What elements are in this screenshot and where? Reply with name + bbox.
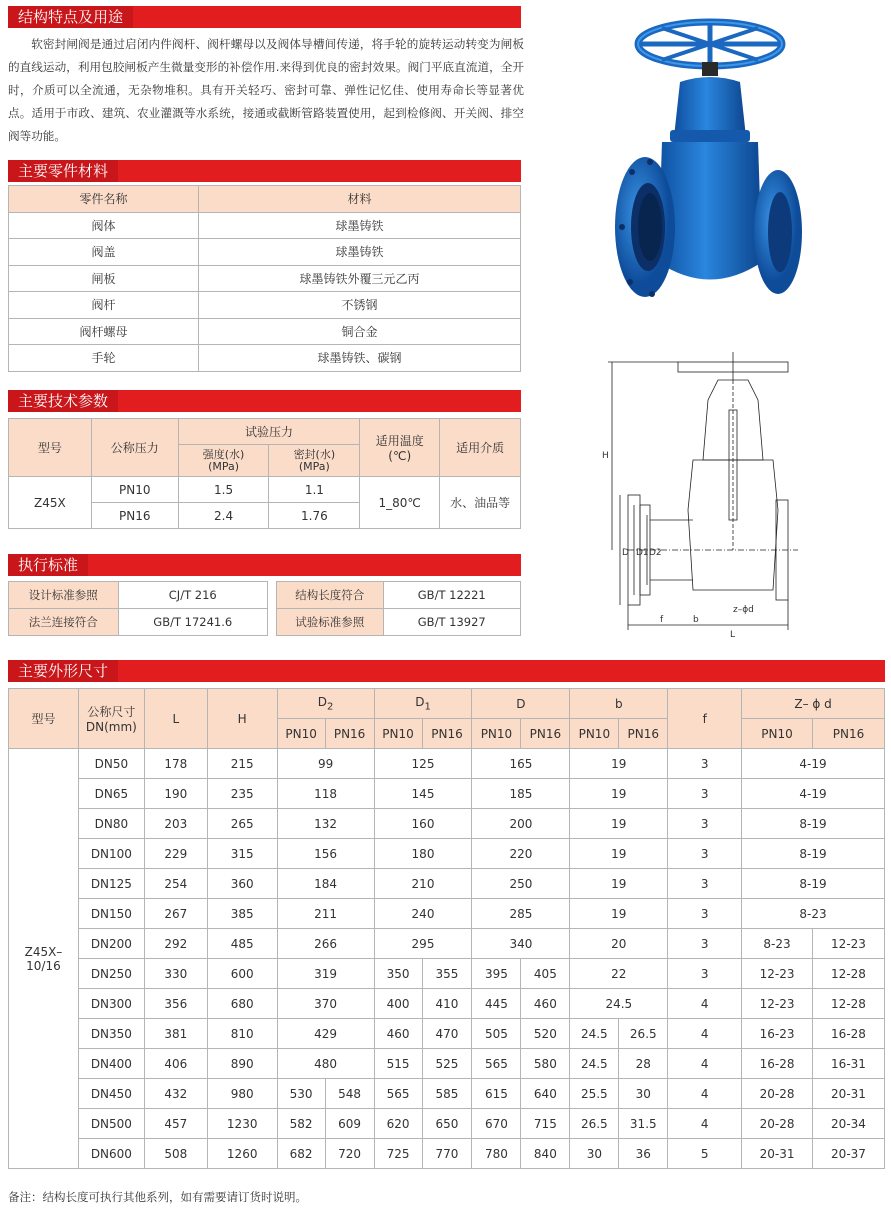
tech-h-test: 试验压力 <box>178 419 360 445</box>
dims-f: 4 <box>668 1109 742 1139</box>
dims-D: 840 <box>521 1139 570 1169</box>
tech-h-seal-unit: (MPa) <box>298 459 330 473</box>
dims-dn: DN50 <box>78 749 144 779</box>
dims-H: 265 <box>207 809 277 839</box>
dims-b: 19 <box>570 869 668 899</box>
dims-D1: 180 <box>374 839 472 869</box>
dims-D: 200 <box>472 809 570 839</box>
dims-D: 185 <box>472 779 570 809</box>
part-material: 不锈钢 <box>199 292 521 319</box>
dims-b: 30 <box>570 1139 619 1169</box>
dims-dn: DN80 <box>78 809 144 839</box>
dims-f: 3 <box>668 839 742 869</box>
dims-f: 4 <box>668 1079 742 1109</box>
section-title-parts: 主要零件材料 <box>8 160 118 182</box>
part-name: 手轮 <box>9 345 199 372</box>
dims-D: 670 <box>472 1109 521 1139</box>
tech-h-strength-label: 强度(水) <box>202 447 245 461</box>
dims-D2: 132 <box>277 809 374 839</box>
dims-dn: DN200 <box>78 929 144 959</box>
dims-D2: 720 <box>325 1139 374 1169</box>
dims-D1: 240 <box>374 899 472 929</box>
tech-model: Z45X <box>9 477 92 529</box>
dims-H: 980 <box>207 1079 277 1109</box>
drawing-label-D: D <box>622 548 629 558</box>
dims-row <box>9 1049 885 1079</box>
dims-L: 457 <box>144 1109 207 1139</box>
dims-L: 267 <box>144 899 207 929</box>
dims-dn: DN500 <box>78 1109 144 1139</box>
dims-D1: 125 <box>374 749 472 779</box>
tech-h-model: 型号 <box>9 419 92 477</box>
dims-L: 190 <box>144 779 207 809</box>
dims-D: 340 <box>472 929 570 959</box>
part-name: 阀杆螺母 <box>9 318 199 345</box>
dims-dn: DN65 <box>78 779 144 809</box>
dims-b: 19 <box>570 779 668 809</box>
std-value: GB/T 12221 <box>383 582 521 609</box>
dims-H: 385 <box>207 899 277 929</box>
dims-b: 30 <box>619 1079 668 1109</box>
dims-D1: 770 <box>422 1139 472 1169</box>
dims-D: 445 <box>472 989 521 1019</box>
footnote: 备注：结构长度可执行其他系列，如有需要请订货时说明。 <box>8 1190 307 1204</box>
tech-h-strength <box>178 445 269 477</box>
tech-h-seal <box>269 445 360 477</box>
dims-D1: 525 <box>422 1049 472 1079</box>
part-material: 铜合金 <box>199 318 521 345</box>
dims-h-D: D <box>472 689 570 719</box>
dims-D: 640 <box>521 1079 570 1109</box>
section-title-tech: 主要技术参数 <box>8 390 118 412</box>
dims-h-pn16: PN16 <box>325 719 374 749</box>
dims-h-b: b <box>570 689 668 719</box>
dims-h-pn10: PN10 <box>570 719 619 749</box>
dims-h-dn <box>78 689 144 749</box>
dims-dn: DN350 <box>78 1019 144 1049</box>
dims-D1: 565 <box>374 1079 422 1109</box>
std-value: CJ/T 216 <box>118 582 268 609</box>
dims-f: 4 <box>668 989 742 1019</box>
parts-row <box>9 239 521 266</box>
dims-H: 600 <box>207 959 277 989</box>
dims-b: 25.5 <box>570 1079 619 1109</box>
dims-f: 3 <box>668 959 742 989</box>
tech-table <box>8 418 521 529</box>
parts-row <box>9 318 521 345</box>
tech-strength: 1.5 <box>178 477 269 503</box>
dims-L: 356 <box>144 989 207 1019</box>
standards-table-right <box>276 581 521 636</box>
std-label: 试验标准参照 <box>277 609 384 636</box>
dims-D2: 118 <box>277 779 374 809</box>
dims-D: 250 <box>472 869 570 899</box>
dims-z: 12-28 <box>812 989 884 1019</box>
dims-z: 16-28 <box>812 1019 884 1049</box>
dims-row <box>9 779 885 809</box>
dims-f: 5 <box>668 1139 742 1169</box>
dims-z: 4-19 <box>742 779 885 809</box>
drawing-label-L: L <box>730 630 736 640</box>
dims-H: 360 <box>207 869 277 899</box>
tech-pn: PN16 <box>91 503 178 529</box>
part-material: 球墨铸铁 <box>199 239 521 266</box>
dims-row <box>9 1019 885 1049</box>
intro-text <box>8 33 524 148</box>
dims-D1: 585 <box>422 1079 472 1109</box>
dims-h-D1-sub: 1 <box>424 701 431 713</box>
drawing-label-D2: D2 <box>649 548 662 558</box>
dims-L: 381 <box>144 1019 207 1049</box>
dims-h-L: L <box>144 689 207 749</box>
part-material: 球墨铸铁外覆三元乙丙 <box>199 265 521 292</box>
dims-h-pn10: PN10 <box>472 719 521 749</box>
dims-b: 24.5 <box>570 1049 619 1079</box>
tech-pn: PN10 <box>91 477 178 503</box>
section-title-standards: 执行标准 <box>8 554 88 576</box>
dims-z: 8-23 <box>742 929 813 959</box>
dims-D: 580 <box>521 1049 570 1079</box>
dims-b: 28 <box>619 1049 668 1079</box>
gate-valve-photo <box>610 12 810 312</box>
dims-L: 508 <box>144 1139 207 1169</box>
section-bar-tech <box>8 390 521 412</box>
dims-D2: 582 <box>277 1109 325 1139</box>
dims-h-pn10: PN10 <box>742 719 813 749</box>
dims-H: 810 <box>207 1019 277 1049</box>
dims-D: 165 <box>472 749 570 779</box>
dims-z: 20-28 <box>742 1079 813 1109</box>
dims-b: 22 <box>570 959 668 989</box>
dimensions-table <box>8 688 885 1169</box>
dims-f: 3 <box>668 809 742 839</box>
dims-D1: 355 <box>422 959 472 989</box>
dims-D: 220 <box>472 839 570 869</box>
dims-b: 24.5 <box>570 989 668 1019</box>
dims-L: 178 <box>144 749 207 779</box>
tech-h-medium: 适用介质 <box>440 419 521 477</box>
dims-D2: 480 <box>277 1049 374 1079</box>
dims-h-H: H <box>207 689 277 749</box>
dims-z: 20-28 <box>742 1109 813 1139</box>
dims-H: 890 <box>207 1049 277 1079</box>
dims-f: 3 <box>668 749 742 779</box>
dims-D1: 410 <box>422 989 472 1019</box>
dims-f: 4 <box>668 1049 742 1079</box>
dims-b: 19 <box>570 839 668 869</box>
dims-D1: 650 <box>422 1109 472 1139</box>
dims-L: 203 <box>144 809 207 839</box>
standards-table-left <box>8 581 268 636</box>
dims-z: 12-28 <box>812 959 884 989</box>
dims-z: 16-28 <box>742 1049 813 1079</box>
section-bar-dims <box>8 660 885 682</box>
dims-b: 20 <box>570 929 668 959</box>
drawing-label-H: H <box>602 451 609 461</box>
dims-D2: 99 <box>277 749 374 779</box>
section-title-dims: 主要外形尺寸 <box>8 660 118 682</box>
drawing-label-zd: z–ϕd <box>733 605 754 615</box>
dims-dn: DN100 <box>78 839 144 869</box>
part-material: 球墨铸铁、碳钢 <box>199 345 521 372</box>
parts-row <box>9 265 521 292</box>
dims-D2: 609 <box>325 1109 374 1139</box>
dims-z: 8-19 <box>742 839 885 869</box>
dims-dn: DN250 <box>78 959 144 989</box>
dims-b: 19 <box>570 749 668 779</box>
dims-D2: 370 <box>277 989 374 1019</box>
dims-D1: 350 <box>374 959 422 989</box>
dims-L: 229 <box>144 839 207 869</box>
section-bar-standards <box>8 554 521 576</box>
dims-D1: 295 <box>374 929 472 959</box>
dims-row <box>9 869 885 899</box>
dims-D1: 210 <box>374 869 472 899</box>
dims-z: 20-31 <box>812 1079 884 1109</box>
dims-D: 565 <box>472 1049 521 1079</box>
dims-f: 3 <box>668 869 742 899</box>
dims-row <box>9 809 885 839</box>
dims-D1: 460 <box>374 1019 422 1049</box>
valve-dimension-drawing <box>598 350 803 640</box>
dims-D1: 145 <box>374 779 472 809</box>
parts-row <box>9 292 521 319</box>
dims-D2: 429 <box>277 1019 374 1049</box>
dims-h-D1-letter: D <box>415 694 425 709</box>
dims-D2: 319 <box>277 959 374 989</box>
dims-h-pn10: PN10 <box>277 719 325 749</box>
tech-seal: 1.76 <box>269 503 360 529</box>
tech-h-seal-label: 密封(水) <box>293 447 336 461</box>
dims-dn: DN150 <box>78 899 144 929</box>
dims-h-model: 型号 <box>9 689 79 749</box>
tech-h-temp-label: 适用温度 <box>375 434 424 448</box>
dims-H: 235 <box>207 779 277 809</box>
dims-row <box>9 839 885 869</box>
dims-D1: 160 <box>374 809 472 839</box>
section-bar-parts <box>8 160 521 182</box>
dims-dn: DN300 <box>78 989 144 1019</box>
dims-z: 12-23 <box>742 959 813 989</box>
dims-f: 3 <box>668 779 742 809</box>
dims-h-D2 <box>277 689 374 719</box>
dims-D: 460 <box>521 989 570 1019</box>
parts-header-row <box>9 186 521 213</box>
dims-D2: 211 <box>277 899 374 929</box>
dims-D1: 620 <box>374 1109 422 1139</box>
dims-D: 520 <box>521 1019 570 1049</box>
dims-row <box>9 1109 885 1139</box>
tech-h-temp-unit: (℃) <box>388 449 412 463</box>
dims-D2: 530 <box>277 1079 325 1109</box>
parts-table <box>8 185 521 372</box>
dims-h-pn16: PN16 <box>619 719 668 749</box>
section-bar-features <box>8 6 521 28</box>
intro-paragraph: 软密封闸阀是通过启闭内件阀杆、阀杆螺母以及阀体导槽间传递，将手轮的旋转运动转变为闸板的直线运动，利用包胶闸板产生微量变形的补偿作用.来得到优良的密封效果。阀门平底直流道，全开时，介质可以全流通，无杂物堆积。具有开关轻巧、密封可靠、弹性记忆佳、使用寿命长等显著优点。适用于市政、建筑、农业灌溉等水系统，接通或截断管路装置使用，起到检修阀、开关阀、排空阀等功能。 <box>8 37 524 143</box>
dims-h-D2-letter: D <box>317 694 328 709</box>
dims-h-z: Z– ϕ d <box>742 689 885 719</box>
drawing-label-f: f <box>660 615 664 625</box>
tech-seal: 1.1 <box>269 477 360 503</box>
dims-D1: 515 <box>374 1049 422 1079</box>
std-label: 法兰连接符合 <box>9 609 119 636</box>
dims-z: 16-23 <box>742 1019 813 1049</box>
dims-b: 24.5 <box>570 1019 619 1049</box>
dims-D2: 266 <box>277 929 374 959</box>
dims-L: 330 <box>144 959 207 989</box>
dims-f: 4 <box>668 1019 742 1049</box>
part-material: 球墨铸铁 <box>199 212 521 239</box>
dims-D: 615 <box>472 1079 521 1109</box>
dims-dn: DN125 <box>78 869 144 899</box>
dims-b: 19 <box>570 809 668 839</box>
dims-H: 315 <box>207 839 277 869</box>
dims-row <box>9 899 885 929</box>
dims-D1: 725 <box>374 1139 422 1169</box>
dims-D: 405 <box>521 959 570 989</box>
dims-z: 16-31 <box>812 1049 884 1079</box>
dims-H: 680 <box>207 989 277 1019</box>
dims-D2: 548 <box>325 1079 374 1109</box>
tech-h-strength-unit: (MPa) <box>208 459 240 473</box>
dims-row <box>9 1079 885 1109</box>
dims-h-pn16: PN16 <box>422 719 472 749</box>
parts-row <box>9 345 521 372</box>
dims-dn: DN600 <box>78 1139 144 1169</box>
dims-h-dn-line1: 公称尺寸 <box>87 705 136 719</box>
dims-L: 254 <box>144 869 207 899</box>
dims-h-f: f <box>668 689 742 749</box>
part-name: 闸板 <box>9 265 199 292</box>
tech-medium: 水、油品等 <box>440 477 521 529</box>
tech-strength: 2.4 <box>178 503 269 529</box>
dims-D: 715 <box>521 1109 570 1139</box>
part-name: 阀体 <box>9 212 199 239</box>
dims-h-D1 <box>374 689 472 719</box>
std-value: GB/T 13927 <box>383 609 521 636</box>
parts-h-material: 材料 <box>199 186 521 213</box>
dims-b: 26.5 <box>619 1019 668 1049</box>
dims-L: 406 <box>144 1049 207 1079</box>
dims-z: 8-19 <box>742 869 885 899</box>
std-value: GB/T 17241.6 <box>118 609 268 636</box>
dims-D2: 682 <box>277 1139 325 1169</box>
part-name: 阀杆 <box>9 292 199 319</box>
dims-dn: DN450 <box>78 1079 144 1109</box>
dims-D: 285 <box>472 899 570 929</box>
dims-H: 485 <box>207 929 277 959</box>
dims-b: 26.5 <box>570 1109 619 1139</box>
dims-h-pn16: PN16 <box>812 719 884 749</box>
dims-D: 505 <box>472 1019 521 1049</box>
dims-z: 4-19 <box>742 749 885 779</box>
dims-f: 3 <box>668 929 742 959</box>
dims-z: 12-23 <box>742 989 813 1019</box>
dims-z: 12-23 <box>812 929 884 959</box>
dims-h-pn10: PN10 <box>374 719 422 749</box>
dims-row <box>9 929 885 959</box>
tech-temp: 1_80℃ <box>360 477 440 529</box>
drawing-label-b: b <box>693 615 699 625</box>
dims-dn: DN400 <box>78 1049 144 1079</box>
dims-h-pn16: PN16 <box>521 719 570 749</box>
dims-row <box>9 989 885 1019</box>
dims-D2: 184 <box>277 869 374 899</box>
dims-h-dn-line2: DN(mm) <box>85 720 137 734</box>
dims-z: 20-31 <box>742 1139 813 1169</box>
dims-model: Z45X–10/16 <box>9 749 79 1169</box>
dims-D2: 156 <box>277 839 374 869</box>
dims-L: 432 <box>144 1079 207 1109</box>
dims-h-D2-sub: 2 <box>327 701 334 713</box>
dims-D1: 400 <box>374 989 422 1019</box>
part-name: 阀盖 <box>9 239 199 266</box>
dims-D1: 470 <box>422 1019 472 1049</box>
dims-b: 31.5 <box>619 1109 668 1139</box>
dims-row <box>9 749 885 779</box>
dims-D: 395 <box>472 959 521 989</box>
dims-D: 780 <box>472 1139 521 1169</box>
dims-H: 1230 <box>207 1109 277 1139</box>
drawing-label-D1: D1 <box>636 548 649 558</box>
tech-h-temp <box>360 419 440 477</box>
dims-H: 1260 <box>207 1139 277 1169</box>
dims-row <box>9 959 885 989</box>
dims-row <box>9 1139 885 1169</box>
std-label: 结构长度符合 <box>277 582 384 609</box>
dims-z: 20-37 <box>812 1139 884 1169</box>
dims-z: 20-34 <box>812 1109 884 1139</box>
parts-h-name: 零件名称 <box>9 186 199 213</box>
dims-z: 8-19 <box>742 809 885 839</box>
dims-L: 292 <box>144 929 207 959</box>
std-label: 设计标准参照 <box>9 582 119 609</box>
section-title-features: 结构特点及用途 <box>8 6 133 28</box>
dims-b: 36 <box>619 1139 668 1169</box>
dims-z: 8-23 <box>742 899 885 929</box>
dims-f: 3 <box>668 899 742 929</box>
tech-h-pn: 公称压力 <box>91 419 178 477</box>
dims-b: 19 <box>570 899 668 929</box>
parts-row <box>9 212 521 239</box>
dims-H: 215 <box>207 749 277 779</box>
